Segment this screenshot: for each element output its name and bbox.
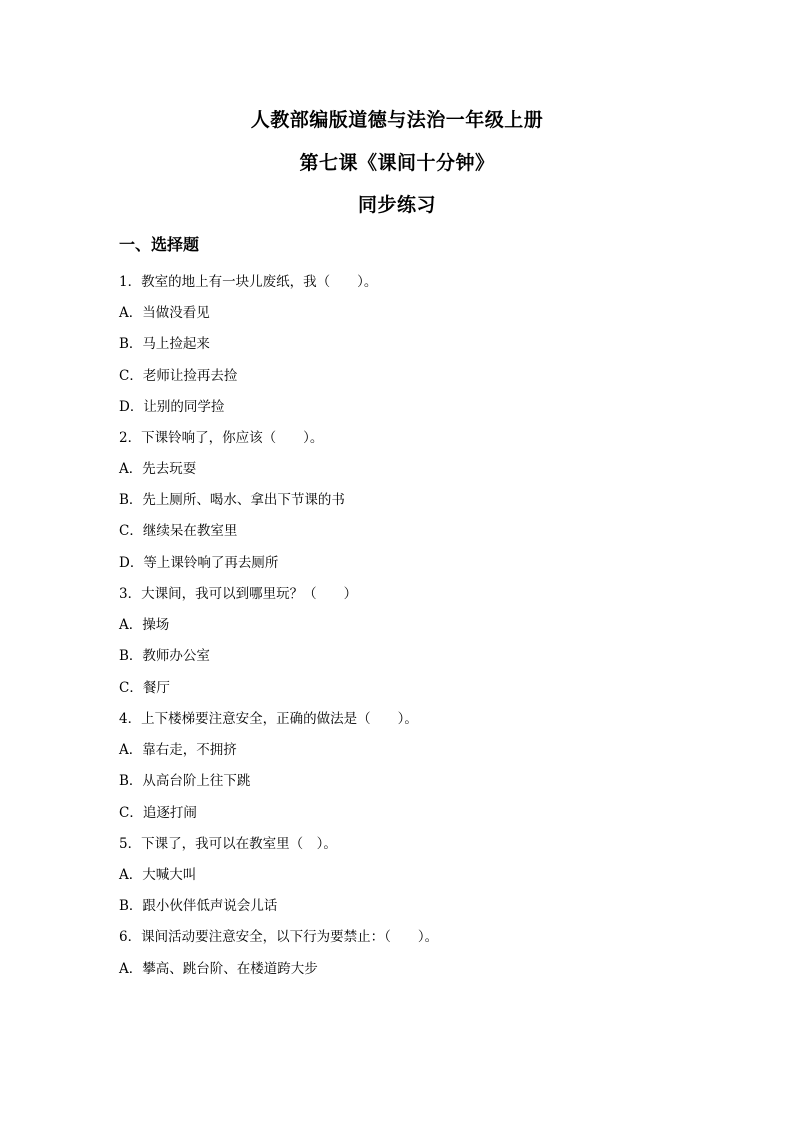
question-stem: 2．下课铃响了，你应该（ ）。 (119, 430, 324, 446)
answer-option: A．先去玩耍 (119, 461, 197, 477)
question-stem: 1．教室的地上有一块儿废纸，我（ ）。 (119, 274, 378, 290)
answer-option: A．攀高、跳台阶、在楼道跨大步 (119, 961, 318, 977)
answer-option: A．大喊大叫 (119, 867, 197, 883)
answer-option: C．继续呆在教室里 (119, 523, 238, 539)
answer-option: D．等上课铃响了再去厕所 (119, 555, 279, 571)
exercise-title: 同步练习 (357, 194, 436, 216)
question-stem: 6．课间活动要注意安全，以下行为要禁止：（ ）。 (119, 929, 439, 945)
lesson-title: 第七课《课间十分钟》 (299, 152, 495, 174)
answer-option: C．老师让捡再去捡 (119, 368, 238, 384)
section-heading: 一、选择题 (119, 235, 200, 254)
answer-option: D．让别的同学捡 (119, 399, 225, 415)
answer-option: A．操场 (119, 617, 170, 633)
answer-option: B．马上捡起来 (119, 336, 210, 352)
answer-option: A．当做没看见 (119, 305, 210, 321)
answer-option: C．餐厅 (119, 680, 170, 696)
question-stem: 3．大课间，我可以到哪里玩？（ ） (119, 586, 358, 602)
answer-option: B．教师办公室 (119, 648, 210, 664)
answer-option: C．追逐打闹 (119, 805, 197, 821)
question-stem: 5．下课了，我可以在教室里（ ）。 (119, 836, 337, 852)
answer-option: B．先上厕所、喝水、拿出下节课的书 (119, 492, 345, 508)
question-stem: 4．上下楼梯要注意安全，正确的做法是（ ）。 (119, 711, 418, 727)
document-title: 人教部编版道德与法治一年级上册 (250, 109, 544, 131)
answer-option: A．靠右走，不拥挤 (119, 742, 237, 758)
answer-option: B．跟小伙伴低声说会儿话 (119, 898, 278, 914)
answer-option: B．从高台阶上往下跳 (119, 773, 251, 789)
